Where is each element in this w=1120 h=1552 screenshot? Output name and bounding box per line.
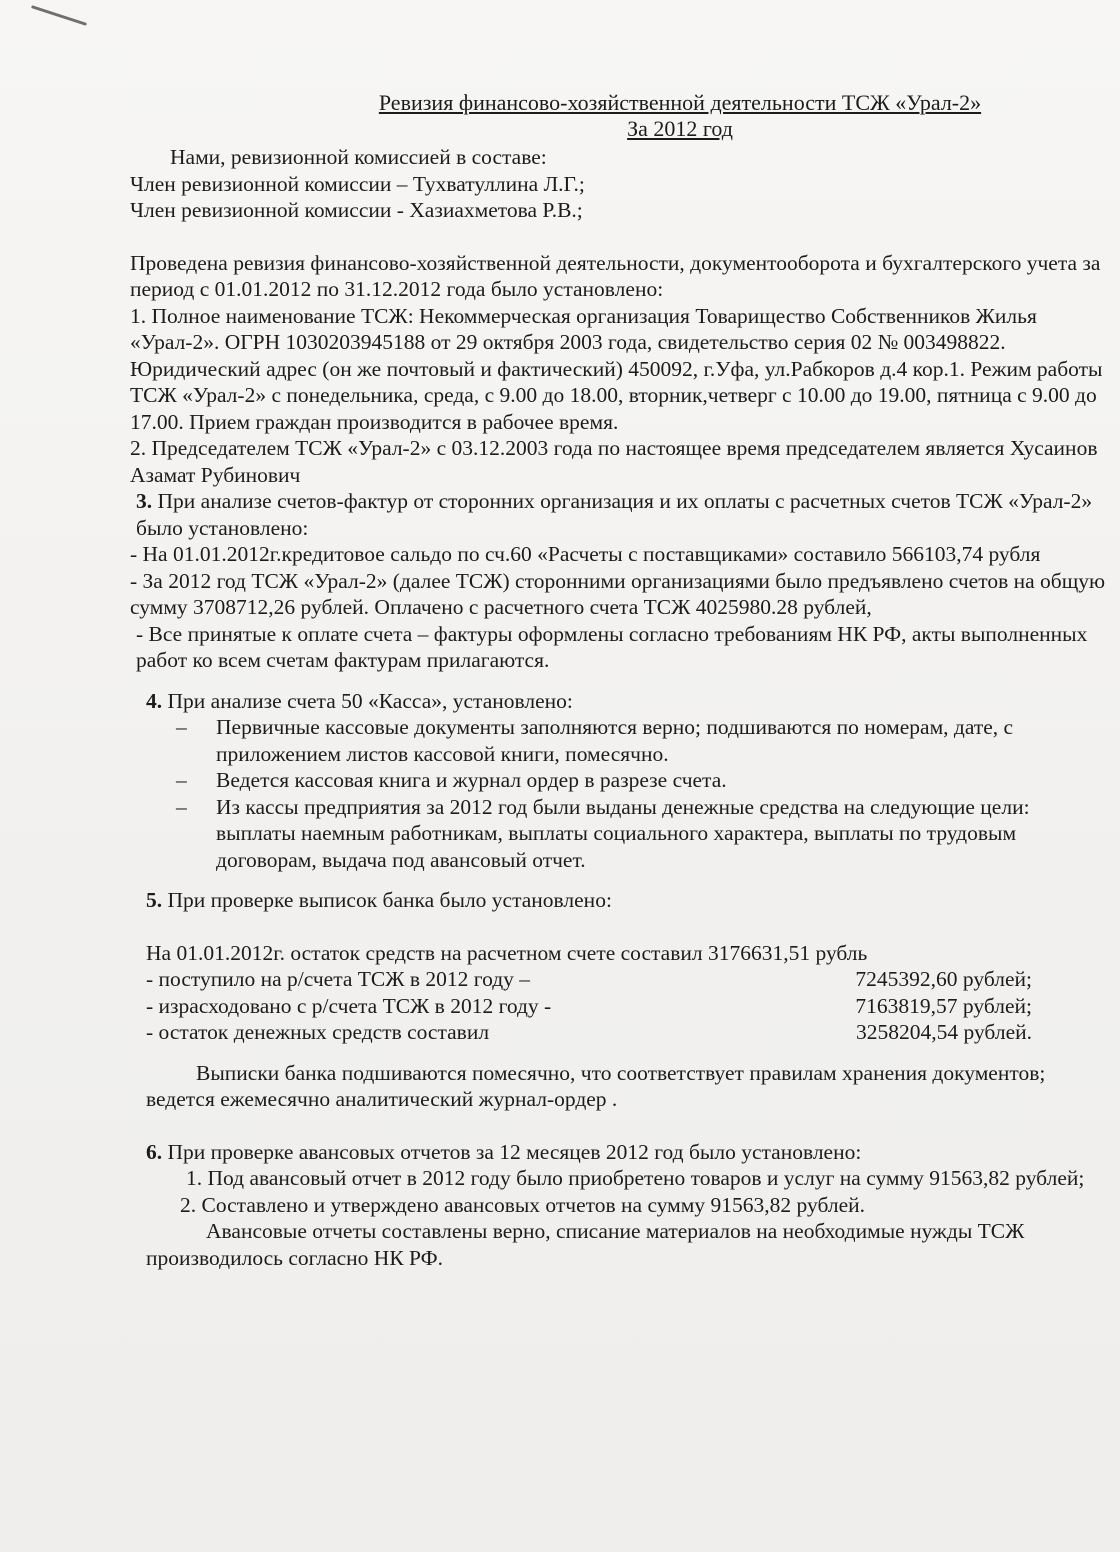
staple-mark (31, 5, 87, 26)
bank-row: - остаток денежных средств составил 3258204,54 рублей. (146, 1020, 1032, 1044)
document-body (130, 90, 1110, 1271)
bank-row: На 01.01.2012г. остаток средств на расчетном счете составил 3176631,51 рубль (146, 940, 868, 965)
list-item: – Первичные кассовые документы заполняются верно; подшиваются по номерам, дате, с приложением листов кассовой книги, помесячно. (176, 714, 1110, 767)
section-6-line-1: 1. Под авансовый отчет в 2012 году было приобретено товаров и услуг на сумму 91563,82 рублей; (186, 1166, 1085, 1190)
section-4-number: 4. (146, 688, 163, 713)
list-item: – Ведется кассовая книга и журнал ордер в разрезе счета. (176, 767, 1110, 794)
section-6-heading: 6. При проверке авансовых отчетов за 12 месяцев 2012 год было установлено: (146, 1139, 862, 1164)
list-item: – Из кассы предприятия за 2012 год были выданы денежные средства на следующие цели: выплаты наемным работникам, выплаты социального характера, выплаты по трудовым договорам, выдача под авансовый отчет. (176, 794, 1110, 874)
section-5-number: 5. (146, 888, 163, 912)
section-2: 2. Председателем ТСЖ «Урал-2» с 03.12.2003 года по настоящее время председателем является Хусаинов Азамат Рубинович (130, 436, 1098, 487)
section-5-note: Выписки банка подшиваются помесячно, что соответствует правилам хранения документов; ведется ежемесячно аналитический журнал-ордер . (146, 1060, 1046, 1111)
document-title: Ревизия финансово-хозяйственной деятельности ТСЖ «Урал-2» (378, 90, 982, 115)
section-1: 1. Полное наименование ТСЖ: Некоммерческая организация Товарищество Собственников Жилья «Урал-2». ОГРН 1030203945188 от 29 октября 2003 года, свидетельство серия 02 № 003498822. Юридический адрес (он же почтовый и фактический) 450092, г.Уфа, ул.Рабкоров д.4 кор.1. Режим работы ТСЖ «Урал-2» с понедельника, среда, с 9.00 до 18.00, вторник,четверг с 10.00 до 19.00, пятница с 9.00 до 17.00. Прием граждан производится в рабочее время. (130, 303, 1103, 434)
intro-line: Нами, ревизионной комиссией в составе: (170, 145, 547, 169)
document-subtitle: За 2012 год (627, 116, 733, 141)
section-5-heading: 5. При проверке выписок банка было установлено: (146, 888, 612, 912)
section-3-line-2: - За 2012 год ТСЖ «Урал-2» (далее ТСЖ) сторонними организациями было предъявлено счетов на общую сумму 3708712,26 рублей. Оплачено с расчетного счета ТСЖ 4025980.28 рублей, (130, 568, 1106, 619)
section-3-heading: 3. При анализе счетов-фактур от сторонних организация и их оплаты с расчетных счетов ТСЖ «Урал-2» было установлено: (136, 489, 1093, 540)
section-6-note: Авансовые отчеты составлены верно, списание материалов на необходимые нужды ТСЖ производилось согласно НК РФ. (146, 1219, 1025, 1270)
section-3-number: 3. (136, 489, 153, 513)
member-line-1: Член ревизионной комиссии – Тухватуллина Л.Г.; (130, 171, 585, 196)
section-3-line-1: - На 01.01.2012г.кредитовое сальдо по сч.60 «Расчеты с поставщиками» составило 566103,74 рубля (130, 542, 1041, 566)
bank-row: - израсходовано с р/счета ТСЖ в 2012 году - 7163819,57 рублей; (146, 993, 1032, 1018)
section-4-list (130, 714, 1110, 873)
section-6-number: 6. (146, 1139, 163, 1164)
section-6-line-2: 2. Составлено и утверждено авансовых отчетов на сумму 91563,82 рублей. (180, 1192, 866, 1217)
member-line-2: Член ревизионной комиссии - Хазиахметова Р.В.; (130, 198, 583, 222)
lead-paragraph: Проведена ревизия финансово-хозяйственной деятельности, документооборота и бухгалтерского учета за период с 01.01.2012 по 31.12.2012 года было установлено: (130, 250, 1101, 301)
section-3-line-3: - Все принятые к оплате счета – фактуры оформлены согласно требованиям НК РФ, акты выполненных работ ко всем счетам фактурам прилагаются. (136, 621, 1088, 672)
bank-row: - поступило на р/счета ТСЖ в 2012 году – 7245392,60 рублей; (146, 967, 1032, 991)
section-4-heading: 4. При анализе счета 50 «Касса», установлено: (146, 688, 573, 713)
bank-summary (130, 940, 1110, 1046)
